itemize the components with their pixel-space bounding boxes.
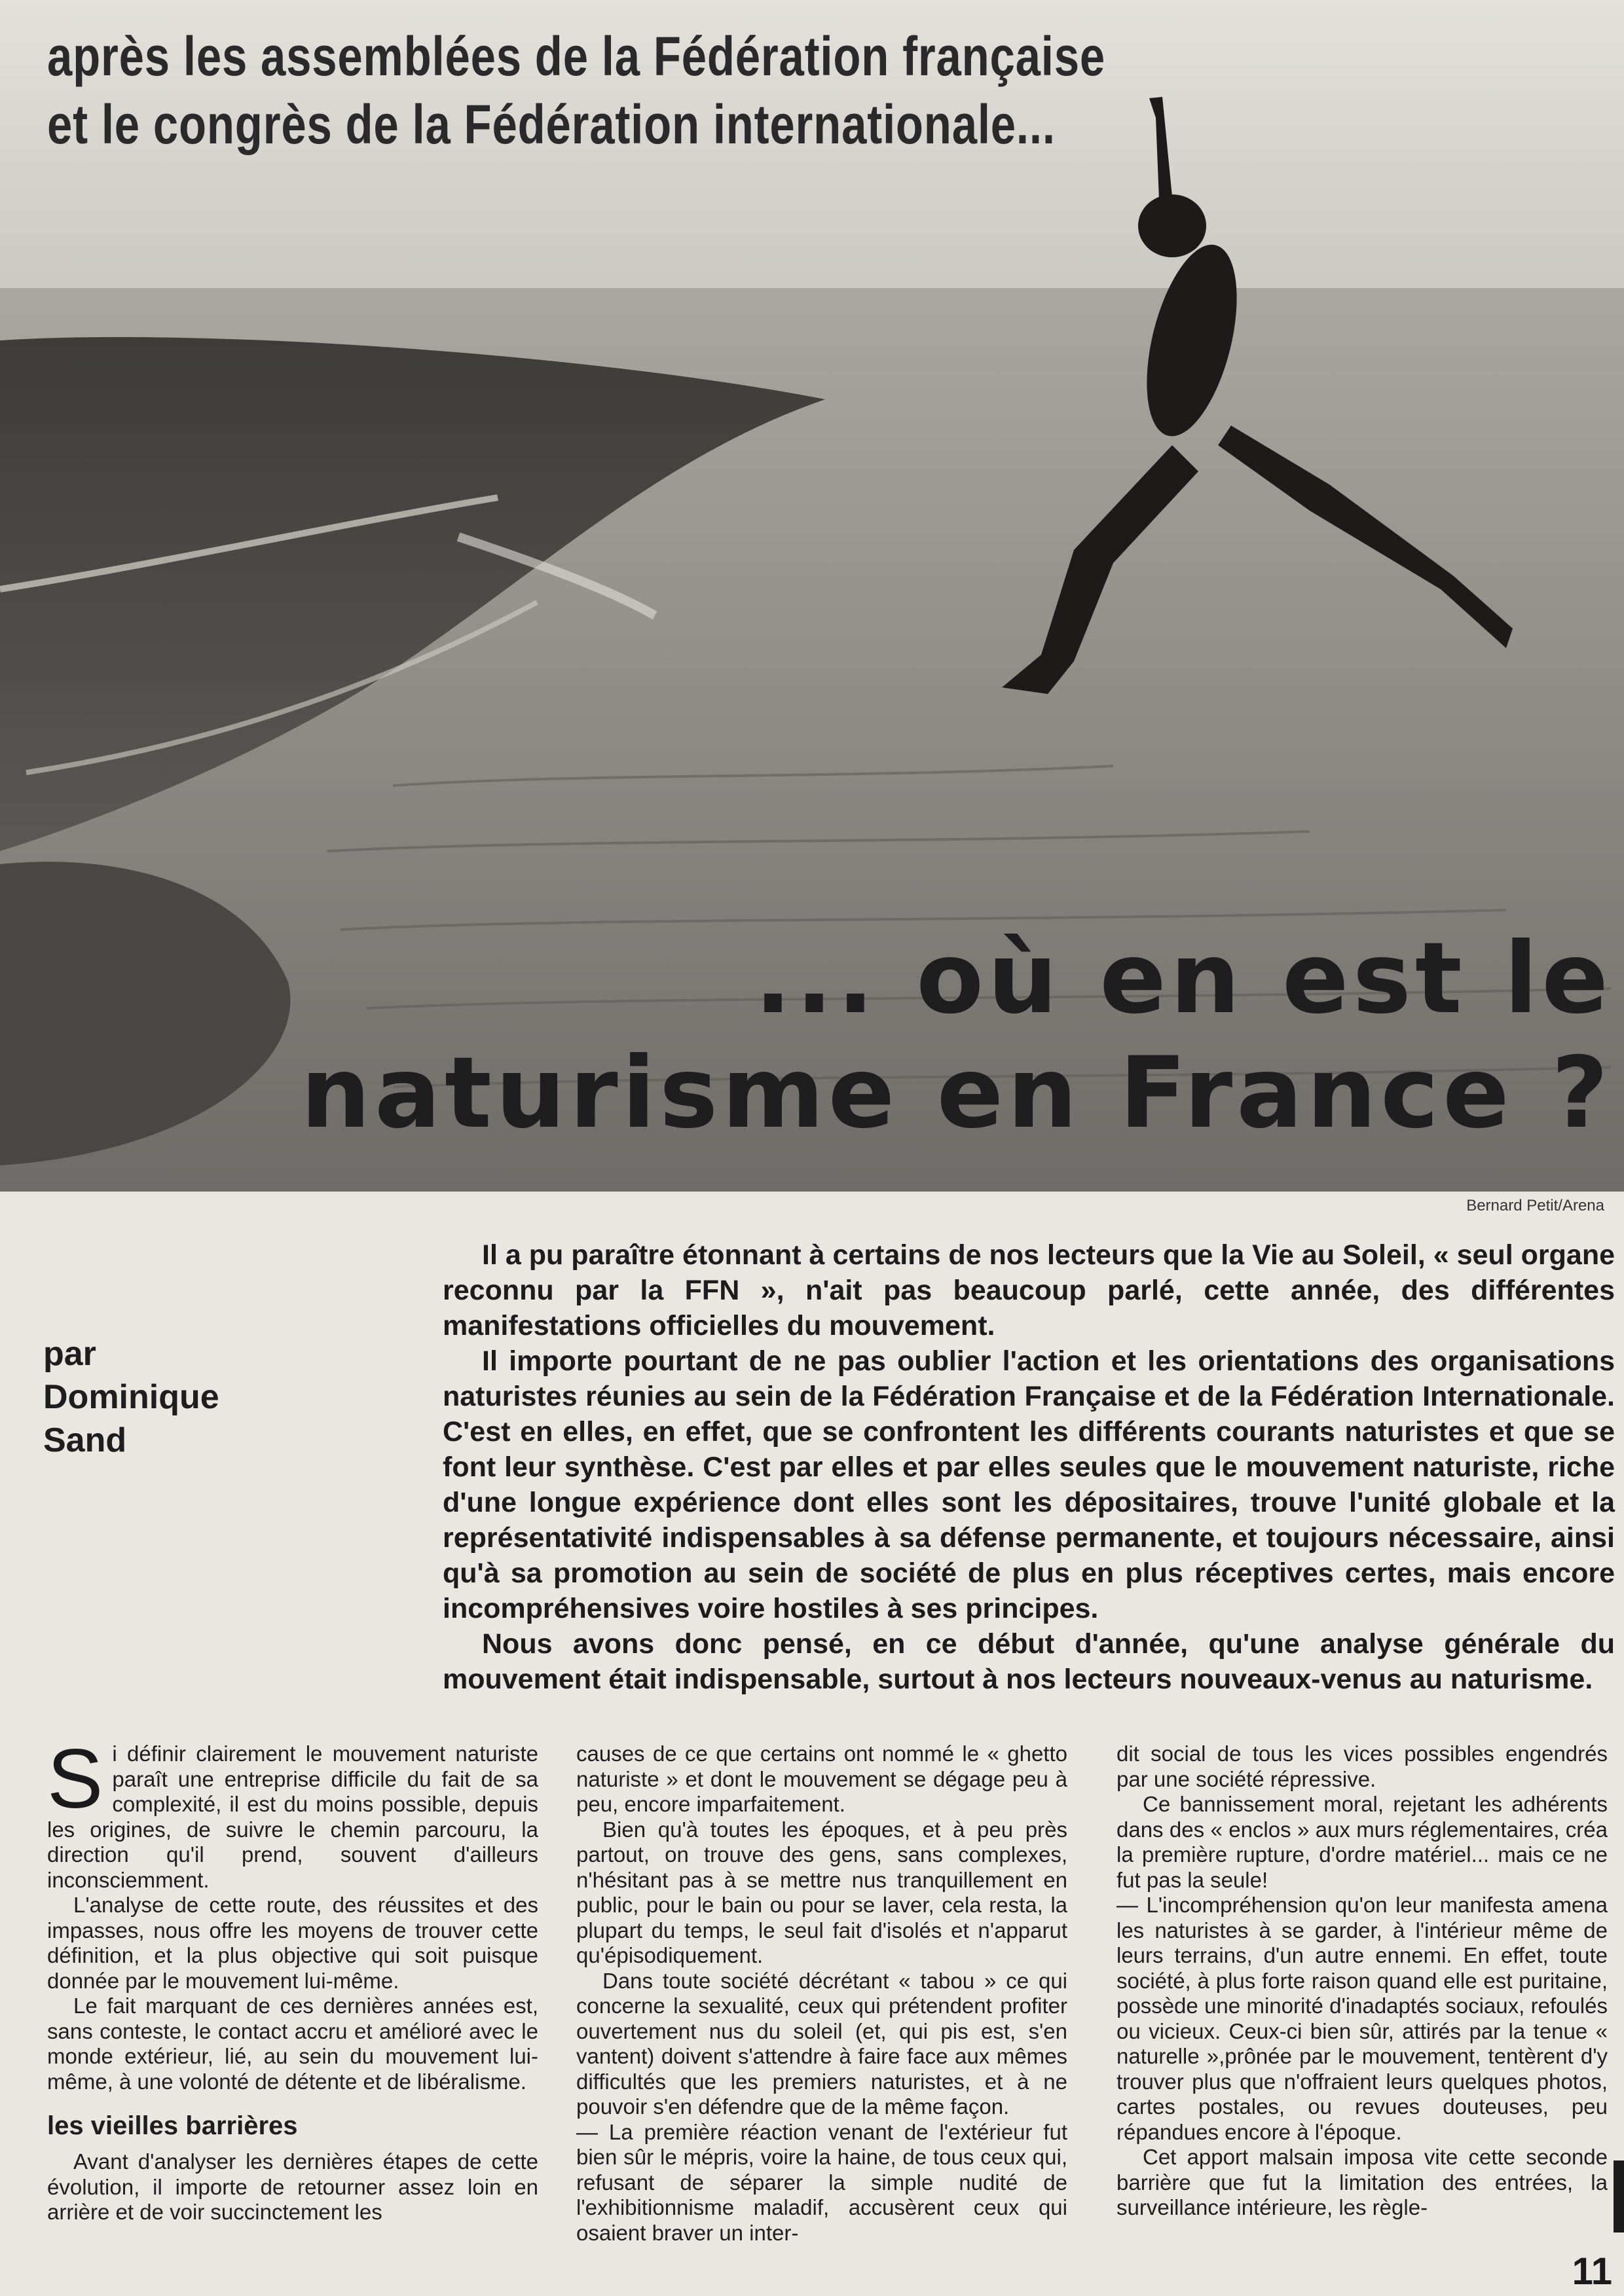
col1-p1-text: i définir clairement le mouvement naturiste paraît une entreprise difficile du fait de sa complexité, il est du moins possible, depuis les origines, de suivre le chemin parcouru, la direction qu'il prend, souvent d'ailleurs inconsciemment. [47, 1741, 538, 1892]
col1-paragraph-4: Avant d'analyser les dernières étapes de cette évolution, il importe de retourner assez loin en arrière et de voir succinctement les [47, 2149, 538, 2224]
headline-line-1: après les assemblées de la Fédération française [47, 26, 1105, 87]
intro [443, 1237, 1615, 1697]
title-line-1: ... où en est le [754, 922, 1612, 1036]
intro-paragraph: Nous avons donc pensé, en ce début d'année, qu'une analyse générale du mouvement était indispensable, surtout à nos lecteurs nouveaux-venus au naturisme. [443, 1628, 1615, 1695]
col1-paragraph-1 [47, 1732, 538, 1893]
body-column-3 [1116, 1741, 1608, 2221]
col2-paragraph-3: Dans toute société décrétant « tabou » ce qui concerne la sexualité, ceux qui prétendent profiter ouvertement nus du soleil (et, qui pis est, s'en vantent) doivent s'attendre à faire face aux mêmes difficultés que les premiers naturistes, et à ne pouvoir s'en défendre que de la même façon. [576, 1968, 1067, 2119]
intro-paragraph: Il importe pourtant de ne pas oublier l'action et les orientations des organisations naturistes réunies au sein de la Fédération Française et de la Fédération Internationale. C'est en elles, en effet, que se confrontent les différents courants naturistes et que se font leur synthèse. C'est par elles et par elles seules que le mouvement naturiste, riche d'une longue expérience dont elles sont les dépositaires, trouve l'unité globale et la représentativité indispensables à sa défense permanente, et toujours nécessaire, ainsi qu'à sa promotion au sein de société de plus en plus réceptives certes, mais encore incompréhensives voire hostiles à ses principes. [443, 1345, 1615, 1624]
body-column-2 [576, 1741, 1067, 2246]
col1-paragraph-3: Le fait marquant de ces dernières années est, sans conteste, le contact accru et amélioré avec le monde extérieur, lié, au sein du mouvement lui-même, à une volonté de détente et de libéralisme. [47, 1994, 538, 2094]
col3-paragraph-2: Ce bannissement moral, rejetant les adhérents dans des « enclos » aux murs réglementaires, créa la première rupture, d'ordre matériel... mais ce ne fut pas la seule! [1116, 1792, 1608, 1892]
subheading: les vieilles barrières [47, 2111, 298, 2140]
byline [43, 1332, 219, 1462]
photo-credit: Bernard Petit/Arena [1466, 1197, 1604, 1214]
col3-paragraph-3: — L'incompréhension qu'on leur manifesta amena les naturistes à se garder, à l'intérieur même de leurs terrains, d'un autre ennemi. En effet, toute société, à plus forte raison quand elle est puritaine, possède une minorité d'inadaptés sociaux, refoulés ou vicieux. Ceux-ci bien sûr, attirés par la tenue « naturelle »,prônée par le mouvement, tentèrent d'y trouver plus que n'offraient leurs quelques photos, cartes postales, ou revues douteuses, peu répandues encore à l'époque. [1116, 1893, 1608, 2144]
col2-paragraph-4: — La première réaction venant de l'extérieur fut bien sûr le mépris, voire la haine, de tous ceux qui, refusant de séparer la simple nudité de l'exhibitionnisme maladif, accusèrent ceux qui osaient braver un inter- [576, 2119, 1067, 2245]
headline-line-2: et le congrès de la Fédération internationale... [47, 94, 1056, 155]
byline-par: par [43, 1335, 96, 1373]
author-first-name: Dominique [43, 1378, 219, 1416]
body-column-1 [47, 1732, 538, 2225]
col2-paragraph-1: causes de ce que certains ont nommé le « ghetto naturiste » et dont le mouvement se dégage peu à peu, encore imparfaitement. [576, 1741, 1067, 1816]
intro-paragraph: Il a pu paraître étonnant à certains de nos lecteurs que la Vie au Soleil, « seul organe reconnu par la FFN », n'ait pas beaucoup parlé, cette année, des différentes manifestations officielles du mouvement. [443, 1239, 1615, 1341]
author-last-name: Sand [43, 1421, 127, 1459]
col1-paragraph-2: L'analyse de cette route, des réussites et des impasses, nous offre les moyens de trouver cette définition, et la plus objective qui soit puisque donnée par le mouvement lui-même. [47, 1893, 538, 1993]
page-number: 11 [1572, 2250, 1612, 2293]
col2-paragraph-2: Bien qu'à toutes les époques, et à peu près partout, on trouve des gens, sans complexes, n'hésitant pas à se mettre nus tranquillement en public, pour le bain ou pour se laver, cela resta, la plupart du temps, le seul fait d'isolés et n'apparut qu'épisodiquement. [576, 1817, 1067, 1967]
col3-paragraph-1: dit social de tous les vices possibles engendrés par une société répressive. [1116, 1741, 1608, 1791]
title-line-2: naturisme en France ? [301, 1036, 1612, 1150]
col3-paragraph-4: Cet apport malsain imposa vite cette seconde barrière que fut la limitation des entrées, la surveillance intérieure, les règle- [1116, 2145, 1608, 2219]
dropcap: S [47, 1732, 103, 1826]
page-edge-tab [1614, 2160, 1624, 2232]
